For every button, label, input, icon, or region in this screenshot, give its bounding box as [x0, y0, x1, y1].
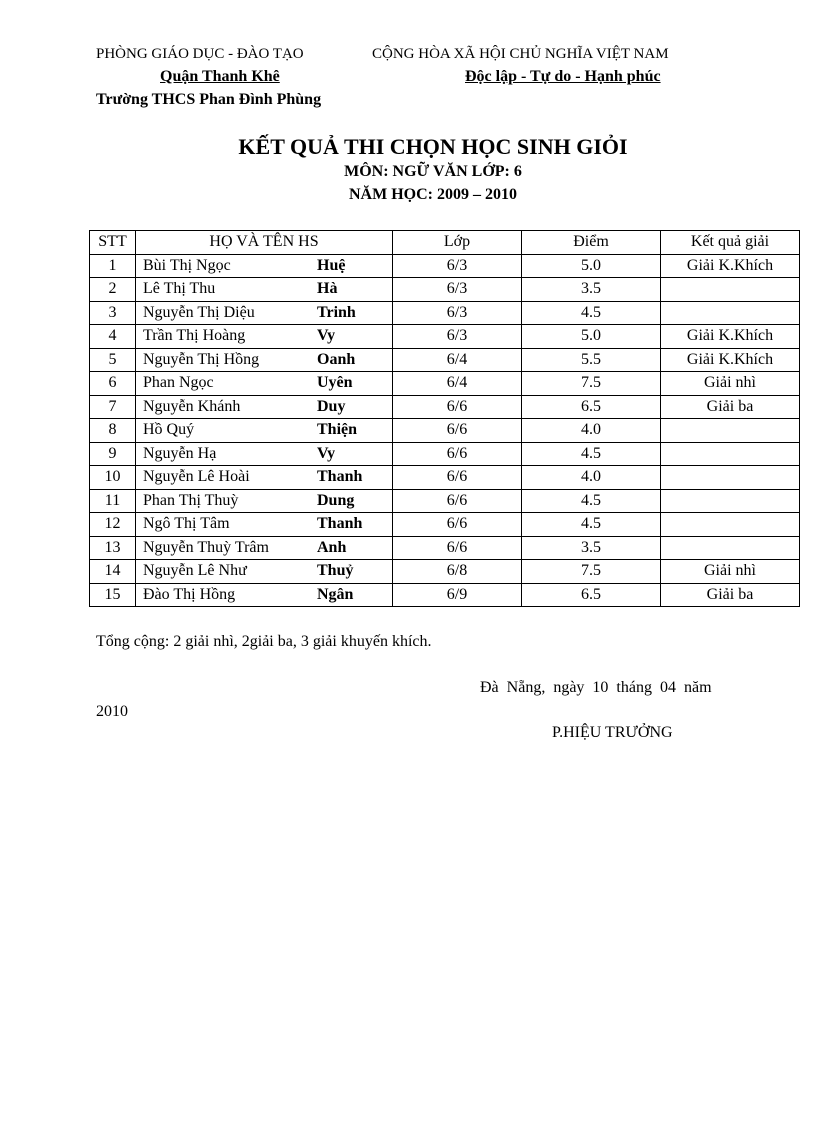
cell-ho: Phan Thị Thuỳ	[136, 489, 314, 513]
cell-class: 6/3	[393, 301, 522, 325]
table-row	[90, 372, 800, 396]
cell-ho: Nguyễn Thị Diệu	[136, 301, 314, 325]
cell-stt: 8	[90, 419, 136, 443]
cell-stt: 4	[90, 325, 136, 349]
cell-ten: Huệ	[313, 254, 393, 278]
cell-ten: Uyên	[313, 372, 393, 396]
signature-title: P.HIỆU TRƯỞNG	[552, 724, 673, 741]
cell-score: 3.5	[522, 536, 661, 560]
cell-score: 5.5	[522, 348, 661, 372]
cell-ten: Vy	[313, 442, 393, 466]
cell-ho: Hồ Quý	[136, 419, 314, 443]
cell-ho: Nguyễn Lê Hoài	[136, 466, 314, 490]
cell-ho: Trần Thị Hoàng	[136, 325, 314, 349]
header-score: Điểm	[522, 231, 661, 255]
header-result: Kết quả giải	[661, 231, 800, 255]
cell-ten: Thanh	[313, 466, 393, 490]
cell-stt: 3	[90, 301, 136, 325]
cell-score: 6.5	[522, 395, 661, 419]
cell-ten: Vy	[313, 325, 393, 349]
cell-class: 6/3	[393, 278, 522, 302]
subject-line: MÔN: NGỮ VĂN LỚP: 6	[344, 163, 522, 180]
cell-score: 4.0	[522, 419, 661, 443]
cell-score: 3.5	[522, 278, 661, 302]
cell-ho: Nguyễn Thị Hồng	[136, 348, 314, 372]
national-title: CỘNG HÒA XÃ HỘI CHỦ NGHĨA VIỆT NAM	[372, 46, 669, 62]
national-motto: Độc lập - Tự do - Hạnh phúc	[465, 68, 661, 85]
cell-ho: Nguyễn Hạ	[136, 442, 314, 466]
cell-score: 5.0	[522, 325, 661, 349]
cell-score: 4.0	[522, 466, 661, 490]
cell-ten: Trinh	[313, 301, 393, 325]
cell-stt: 6	[90, 372, 136, 396]
cell-ten: Hà	[313, 278, 393, 302]
cell-class: 6/6	[393, 513, 522, 537]
results-table	[89, 230, 800, 607]
summary-text: Tổng cộng: 2 giải nhì, 2giải ba, 3 giải khuyến khích.	[96, 633, 432, 650]
cell-result	[661, 442, 800, 466]
cell-class: 6/9	[393, 583, 522, 607]
cell-ten: Thuỷ	[313, 560, 393, 584]
header-name: HỌ VÀ TÊN HS	[136, 231, 393, 255]
cell-ten: Dung	[313, 489, 393, 513]
cell-ten: Anh	[313, 536, 393, 560]
table-row	[90, 513, 800, 537]
cell-stt: 15	[90, 583, 136, 607]
cell-class: 6/6	[393, 536, 522, 560]
cell-ten: Thanh	[313, 513, 393, 537]
table-row	[90, 466, 800, 490]
cell-ho: Lê Thị Thu	[136, 278, 314, 302]
cell-stt: 12	[90, 513, 136, 537]
cell-class: 6/6	[393, 395, 522, 419]
cell-ten: Thiện	[313, 419, 393, 443]
cell-score: 4.5	[522, 301, 661, 325]
year-text: 2010	[96, 703, 128, 720]
cell-ten: Duy	[313, 395, 393, 419]
cell-stt: 11	[90, 489, 136, 513]
cell-ho: Phan Ngọc	[136, 372, 314, 396]
school-name: Trường THCS Phan Đình Phùng	[96, 91, 322, 108]
cell-score: 5.0	[522, 254, 661, 278]
cell-score: 7.5	[522, 560, 661, 584]
header-class: Lớp	[393, 231, 522, 255]
cell-ho: Bùi Thị Ngọc	[136, 254, 314, 278]
document-title: KẾT QUẢ THI CHỌN HỌC SINH GIỎI	[238, 134, 628, 159]
cell-class: 6/6	[393, 466, 522, 490]
school-year-line: NĂM HỌC: 2009 – 2010	[349, 186, 517, 203]
department-name: PHÒNG GIÁO DỤC - ĐÀO TẠO	[96, 46, 304, 62]
table-row	[90, 301, 800, 325]
table-header-row	[90, 231, 800, 255]
district-name: Quận Thanh Khê	[160, 68, 280, 85]
table-row	[90, 560, 800, 584]
cell-class: 6/3	[393, 254, 522, 278]
cell-result	[661, 536, 800, 560]
cell-result	[661, 513, 800, 537]
cell-stt: 9	[90, 442, 136, 466]
cell-result: Giải K.Khích	[661, 254, 800, 278]
cell-result	[661, 489, 800, 513]
cell-result: Giải ba	[661, 395, 800, 419]
table-body	[90, 254, 800, 607]
place-date: Đà Nẵng, ngày 10 tháng 04 năm	[480, 679, 712, 696]
table-row	[90, 325, 800, 349]
cell-class: 6/3	[393, 325, 522, 349]
cell-result	[661, 301, 800, 325]
cell-class: 6/6	[393, 419, 522, 443]
cell-ten: Oanh	[313, 348, 393, 372]
table-row	[90, 254, 800, 278]
cell-score: 7.5	[522, 372, 661, 396]
cell-result	[661, 278, 800, 302]
cell-result	[661, 419, 800, 443]
table-row	[90, 395, 800, 419]
cell-result	[661, 466, 800, 490]
cell-class: 6/6	[393, 489, 522, 513]
table-row	[90, 419, 800, 443]
cell-result: Giải K.Khích	[661, 325, 800, 349]
cell-score: 4.5	[522, 513, 661, 537]
cell-ho: Ngô Thị Tâm	[136, 513, 314, 537]
table-row	[90, 442, 800, 466]
cell-score: 4.5	[522, 489, 661, 513]
cell-ho: Nguyễn Lê Như	[136, 560, 314, 584]
cell-result: Giải K.Khích	[661, 348, 800, 372]
cell-ten: Ngân	[313, 583, 393, 607]
cell-score: 6.5	[522, 583, 661, 607]
cell-class: 6/4	[393, 348, 522, 372]
cell-score: 4.5	[522, 442, 661, 466]
cell-stt: 5	[90, 348, 136, 372]
table-row	[90, 489, 800, 513]
cell-ho: Nguyễn Thuỳ Trâm	[136, 536, 314, 560]
cell-ho: Nguyễn Khánh	[136, 395, 314, 419]
cell-stt: 7	[90, 395, 136, 419]
cell-class: 6/4	[393, 372, 522, 396]
table-row	[90, 348, 800, 372]
cell-stt: 2	[90, 278, 136, 302]
table-row	[90, 278, 800, 302]
cell-result: Giải nhì	[661, 372, 800, 396]
table-row	[90, 583, 800, 607]
cell-result: Giải nhì	[661, 560, 800, 584]
table-row	[90, 536, 800, 560]
cell-class: 6/8	[393, 560, 522, 584]
cell-class: 6/6	[393, 442, 522, 466]
cell-stt: 1	[90, 254, 136, 278]
header-stt: STT	[90, 231, 136, 255]
cell-result: Giải ba	[661, 583, 800, 607]
cell-stt: 13	[90, 536, 136, 560]
cell-ho: Đào Thị Hồng	[136, 583, 314, 607]
cell-stt: 14	[90, 560, 136, 584]
cell-stt: 10	[90, 466, 136, 490]
